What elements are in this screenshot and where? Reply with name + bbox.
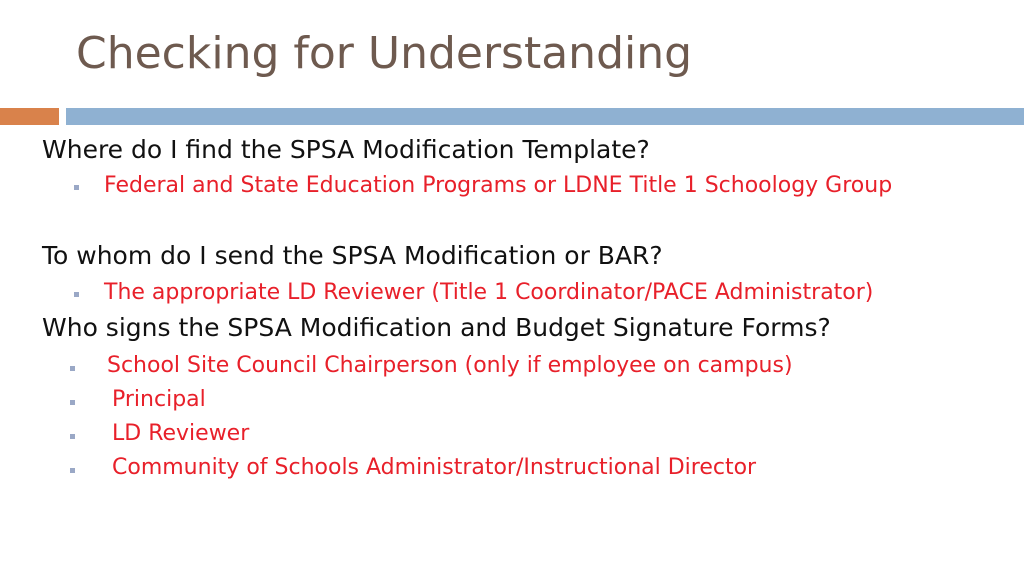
- answer-3-2: Principal: [112, 387, 206, 412]
- answer-3-1: School Site Council Chairperson (only if employee on campus): [107, 353, 793, 378]
- bullet-icon: [70, 366, 75, 371]
- answer-2-1: The appropriate LD Reviewer (Title 1 Coordinator/PACE Administrator): [104, 280, 874, 305]
- question-2: To whom do I send the SPSA Modification or BAR?: [42, 241, 663, 270]
- bullet-icon: [70, 434, 75, 439]
- answer-1-1: Federal and State Education Programs or LDNE Title 1 Schoology Group: [104, 173, 893, 198]
- question-1: Where do I find the SPSA Modification Template?: [42, 135, 650, 164]
- bullet-icon: [70, 468, 75, 473]
- bullet-icon: [74, 185, 79, 190]
- slide-title: Checking for Understanding: [76, 28, 693, 79]
- bullet-icon: [74, 292, 79, 297]
- answer-3-3: LD Reviewer: [112, 421, 250, 446]
- bullet-icon: [70, 400, 75, 405]
- answer-3-4: Community of Schools Administrator/Instructional Director: [112, 455, 757, 480]
- question-3: Who signs the SPSA Modification and Budget Signature Forms?: [42, 313, 831, 342]
